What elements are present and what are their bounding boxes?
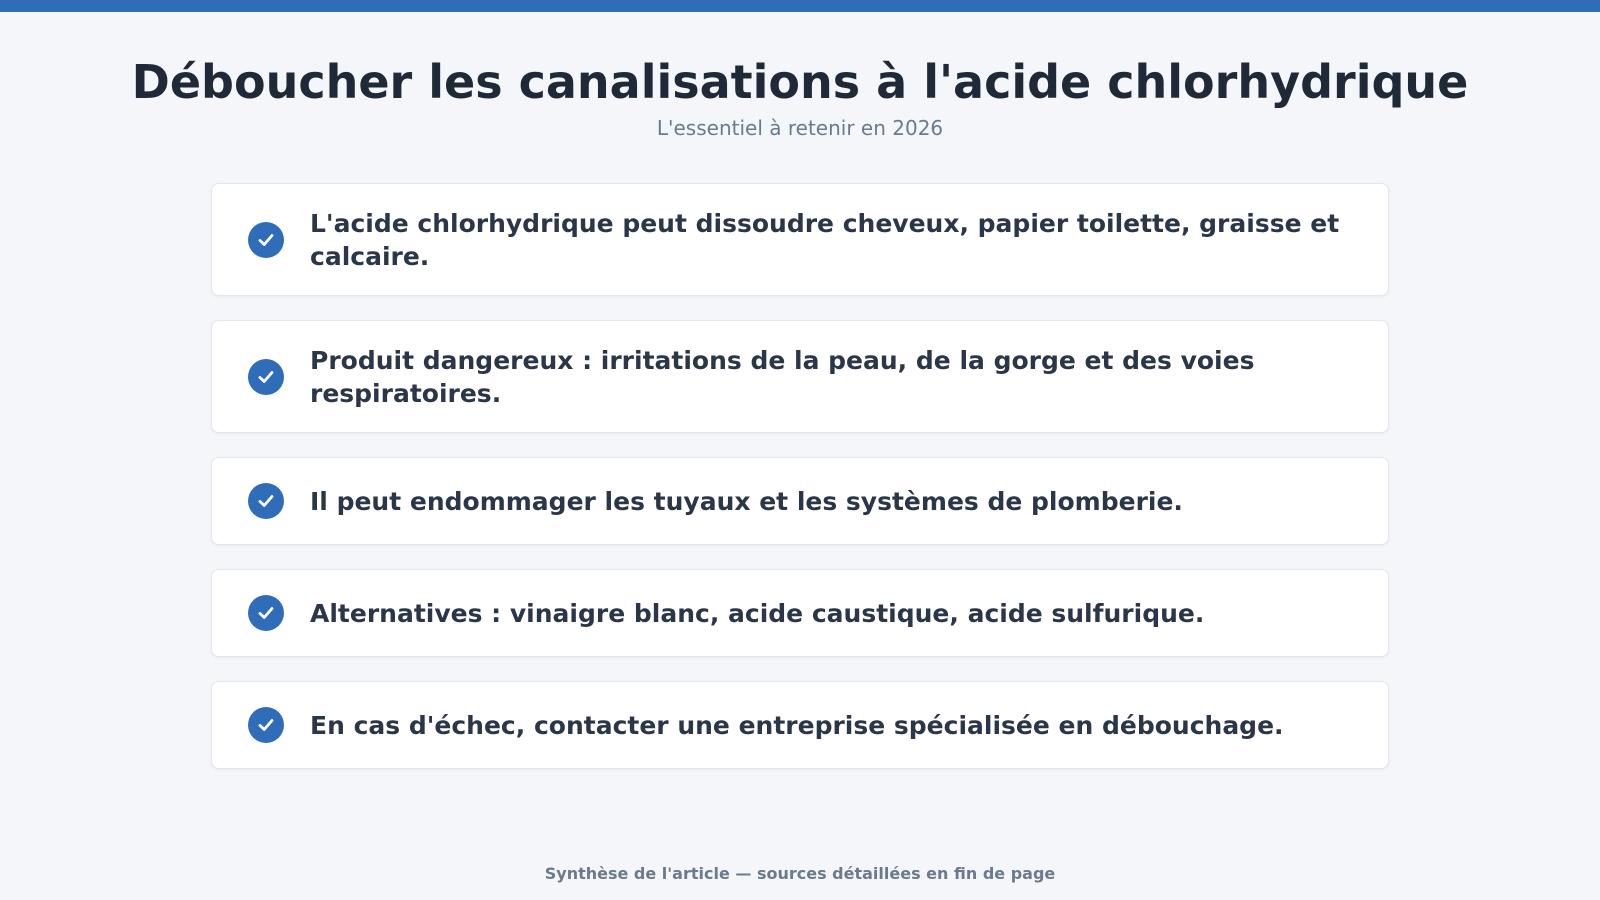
check-circle-icon bbox=[248, 483, 284, 519]
check-circle-icon bbox=[248, 359, 284, 395]
page-header bbox=[0, 52, 1600, 140]
key-point-card bbox=[211, 457, 1389, 545]
page-subtitle: L'essentiel à retenir en 2026 bbox=[656, 116, 944, 140]
check-circle-icon bbox=[248, 222, 284, 258]
key-point-text: Il peut endommager les tuyaux et les systèmes de plomberie. bbox=[310, 486, 1183, 516]
check-circle-icon bbox=[248, 595, 284, 631]
key-point-text: L'acide chlorhydrique peut dissoudre cheveux, papier toilette, graisse et calcaire. bbox=[310, 208, 1340, 271]
top-accent-bar bbox=[0, 0, 1600, 12]
key-point-text: Alternatives : vinaigre blanc, acide caustique, acide sulfurique. bbox=[310, 598, 1205, 628]
key-point-text: Produit dangereux : irritations de la peau, de la gorge et des voies respiratoires. bbox=[310, 345, 1255, 408]
check-circle-icon bbox=[248, 707, 284, 743]
key-points-list bbox=[211, 183, 1389, 793]
page-title: Déboucher les canalisations à l'acide chlorhydrique bbox=[131, 55, 1469, 109]
key-point-card bbox=[211, 681, 1389, 769]
key-point-card bbox=[211, 183, 1389, 296]
key-point-card bbox=[211, 569, 1389, 657]
footer-note: Synthèse de l'article — sources détaillées en fin de page bbox=[544, 864, 1056, 883]
key-point-text: En cas d'échec, contacter une entreprise spécialisée en débouchage. bbox=[310, 710, 1284, 740]
key-point-card bbox=[211, 320, 1389, 433]
